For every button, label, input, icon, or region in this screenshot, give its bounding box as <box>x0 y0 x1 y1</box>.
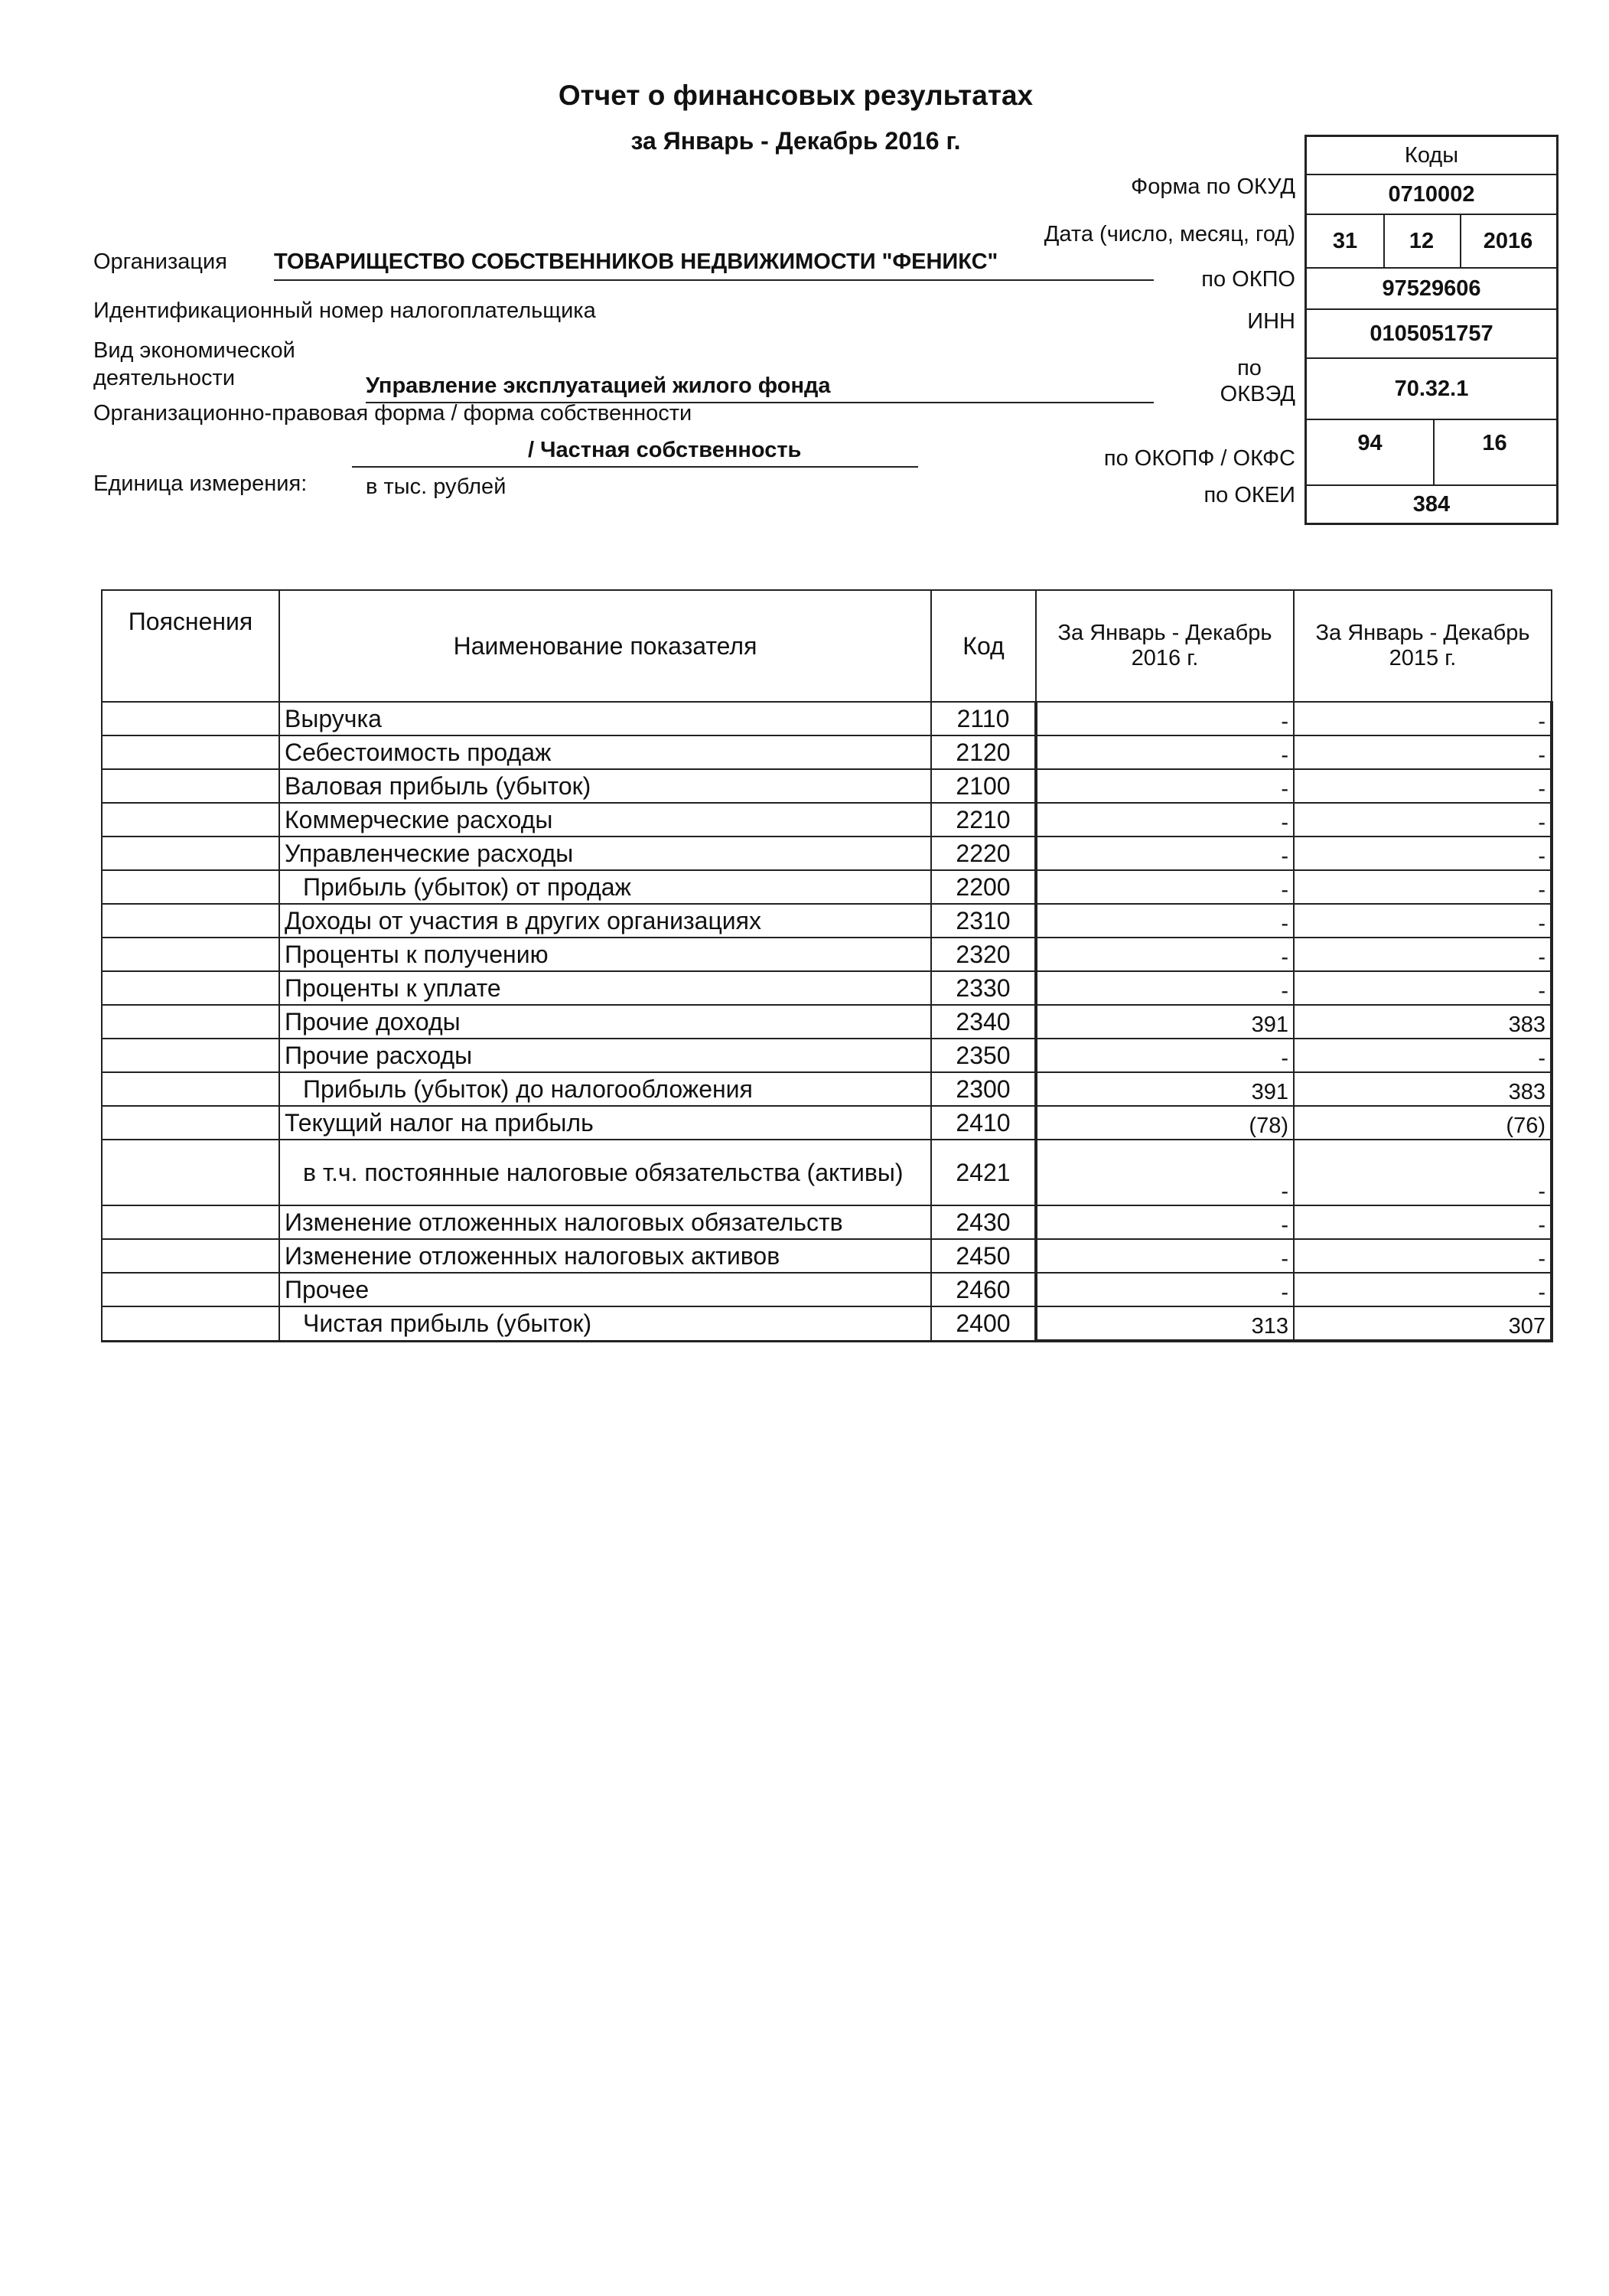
inn-value: 0105051757 <box>1307 310 1556 359</box>
legal-form-value: / Частная собственность <box>352 438 918 468</box>
date-month: 12 <box>1409 228 1435 253</box>
row-code: 2340 <box>931 1005 1036 1039</box>
activity-value: Управление эксплуатацией жилого фонда <box>366 373 1154 403</box>
header-name: Наименование показателя <box>279 590 931 702</box>
okud-value: 0710002 <box>1307 175 1556 215</box>
legal-form-label: Организационно-правовая форма / форма собственности <box>93 401 692 426</box>
row-value-2016: - <box>1036 803 1294 837</box>
row-value-2015: (76) <box>1294 1106 1552 1140</box>
okpo-label: по ОКПО <box>1201 267 1295 292</box>
row-name: Прибыль (убыток) от продаж <box>279 870 931 904</box>
okpo-value: 97529606 <box>1307 269 1556 310</box>
okopf-okfs-cells <box>1307 420 1556 486</box>
row-code: 2330 <box>931 971 1036 1005</box>
row-code: 2450 <box>931 1239 1036 1273</box>
row-code: 2220 <box>931 837 1036 870</box>
row-name: Коммерческие расходы <box>279 803 931 837</box>
okfs-value: 16 <box>1482 431 1507 455</box>
row-value-2016: - <box>1036 735 1294 769</box>
row-value-2015: - <box>1294 1273 1552 1306</box>
row-value-2015: - <box>1294 870 1552 904</box>
row-name: Валовая прибыль (убыток) <box>279 769 931 803</box>
table-row <box>102 938 1552 971</box>
row-value-2016: - <box>1036 870 1294 904</box>
row-name: Себестоимость продаж <box>279 735 931 769</box>
row-value-2015: 383 <box>1294 1005 1552 1039</box>
table-row <box>102 1205 1552 1239</box>
table-row-net-profit <box>102 1306 1552 1341</box>
row-value-2016: - <box>1036 769 1294 803</box>
table-row <box>102 837 1552 870</box>
row-name: Управленческие расходы <box>279 837 931 870</box>
header-2015 <box>1294 590 1552 702</box>
row-value-2016: 313 <box>1036 1306 1294 1341</box>
row-value-2015: - <box>1294 971 1552 1005</box>
inn-label: ИНН <box>1247 309 1295 334</box>
okved-label-line1: по <box>1237 356 1262 380</box>
row-code: 2110 <box>931 702 1036 735</box>
row-value-2016: - <box>1036 1239 1294 1273</box>
header-2015-line2: 2015 г. <box>1389 646 1457 670</box>
row-code: 2120 <box>931 735 1036 769</box>
row-value-2016: - <box>1036 837 1294 870</box>
row-value-2015: - <box>1294 735 1552 769</box>
organization-name: ТОВАРИЩЕСТВО СОБСТВЕННИКОВ НЕДВИЖИМОСТИ "ФЕНИКС" <box>274 249 1154 281</box>
row-value-2015: - <box>1294 904 1552 938</box>
row-code: 2320 <box>931 938 1036 971</box>
row-code: 2421 <box>931 1140 1036 1205</box>
table-row <box>102 1140 1552 1205</box>
row-value-2015: - <box>1294 1239 1552 1273</box>
table-row <box>102 803 1552 837</box>
row-name: Прибыль (убыток) до налогообложения <box>279 1072 931 1106</box>
row-value-2015: - <box>1294 702 1552 735</box>
row-value-2016: 391 <box>1036 1072 1294 1106</box>
row-value-2016: - <box>1036 702 1294 735</box>
table-row <box>102 904 1552 938</box>
table-row <box>102 1106 1552 1140</box>
row-code: 2350 <box>931 1039 1036 1072</box>
organization-label: Организация <box>93 249 227 274</box>
okved-value: 70.32.1 <box>1307 359 1556 420</box>
table-row <box>102 1239 1552 1273</box>
header-2016-line1: За Январь - Декабрь <box>1057 621 1272 645</box>
date-cells <box>1307 215 1556 269</box>
row-name: Прочие доходы <box>279 1005 931 1039</box>
unit-label: Единица измерения: <box>93 471 308 496</box>
taxpayer-id-label: Идентификационный номер налогоплательщика <box>93 298 596 323</box>
report-title: Отчет о финансовых результатах <box>558 80 1034 111</box>
okei-label: по ОКЕИ <box>1203 483 1295 507</box>
row-code: 2400 <box>931 1306 1036 1341</box>
row-value-2016: (78) <box>1036 1106 1294 1140</box>
row-code: 2460 <box>931 1273 1036 1306</box>
table-row <box>102 1005 1552 1039</box>
table-row <box>102 1273 1552 1306</box>
row-code: 2430 <box>931 1205 1036 1239</box>
row-code: 2310 <box>931 904 1036 938</box>
row-value-2016: - <box>1036 1273 1294 1306</box>
row-name: Текущий налог на прибыль <box>279 1106 931 1140</box>
row-name: Изменение отложенных налоговых обязательств <box>279 1205 931 1239</box>
header-code: Код <box>931 590 1036 702</box>
row-value-2016: - <box>1036 904 1294 938</box>
table-row <box>102 1039 1552 1072</box>
table-row <box>102 870 1552 904</box>
row-name: Выручка <box>279 702 931 735</box>
okud-label: Форма по ОКУД <box>1131 174 1295 199</box>
row-value-2016: - <box>1036 938 1294 971</box>
codes-box <box>1304 135 1559 525</box>
row-value-2015: - <box>1294 1039 1552 1072</box>
table-row <box>102 971 1552 1005</box>
activity-label-line1: Вид экономической <box>93 338 295 363</box>
header-2015-line1: За Январь - Декабрь <box>1315 621 1530 645</box>
row-name: Проценты к получению <box>279 938 931 971</box>
header-2016-line2: 2016 г. <box>1131 646 1199 670</box>
row-name: Проценты к уплате <box>279 971 931 1005</box>
activity-label-line2: деятельности <box>93 366 236 390</box>
row-code: 2210 <box>931 803 1036 837</box>
okei-value: 384 <box>1412 491 1451 517</box>
date-day: 31 <box>1332 228 1358 253</box>
row-name: Чистая прибыль (убыток) <box>279 1306 931 1341</box>
financial-results-table <box>101 589 1553 1342</box>
row-value-2015: - <box>1294 837 1552 870</box>
row-value-2016: - <box>1036 1039 1294 1072</box>
row-value-2015: 307 <box>1294 1306 1552 1341</box>
table-header-row <box>102 590 1552 702</box>
row-value-2015: - <box>1294 803 1552 837</box>
row-name: Прочее <box>279 1273 931 1306</box>
row-name: Доходы от участия в других организациях <box>279 904 931 938</box>
row-name: Изменение отложенных налоговых активов <box>279 1239 931 1273</box>
table-row <box>102 702 1552 735</box>
row-code: 2410 <box>931 1106 1036 1140</box>
table-row <box>102 1072 1552 1106</box>
row-code: 2100 <box>931 769 1036 803</box>
row-value-2015: - <box>1294 938 1552 971</box>
okopf-label: по ОКОПФ / ОКФС <box>1103 446 1295 471</box>
row-value-2015: 383 <box>1294 1072 1552 1106</box>
okopf-value: 94 <box>1357 431 1383 455</box>
date-label: Дата (число, месяц, год) <box>1044 222 1295 246</box>
row-value-2015: - <box>1294 1205 1552 1239</box>
row-value-2016: - <box>1036 1140 1294 1205</box>
okved-label-line2: ОКВЭД <box>1220 382 1295 406</box>
row-value-2016: - <box>1036 1205 1294 1239</box>
table-row <box>102 735 1552 769</box>
header-2016 <box>1036 590 1294 702</box>
row-value-2015: - <box>1294 1140 1552 1205</box>
row-code: 2300 <box>931 1072 1036 1106</box>
row-value-2015: - <box>1294 769 1552 803</box>
header-notes: Пояснения <box>102 590 279 702</box>
report-period: за Январь - Декабрь 2016 г. <box>630 127 961 155</box>
codes-header: Коды <box>1307 137 1556 175</box>
row-name: Прочие расходы <box>279 1039 931 1072</box>
row-value-2016: 391 <box>1036 1005 1294 1039</box>
row-code: 2200 <box>931 870 1036 904</box>
date-year: 2016 <box>1483 228 1533 253</box>
table-row <box>102 769 1552 803</box>
row-name: в т.ч. постоянные налоговые обязательства (активы) <box>279 1140 931 1205</box>
row-value-2016: - <box>1036 971 1294 1005</box>
unit-value: в тыс. рублей <box>366 475 506 499</box>
